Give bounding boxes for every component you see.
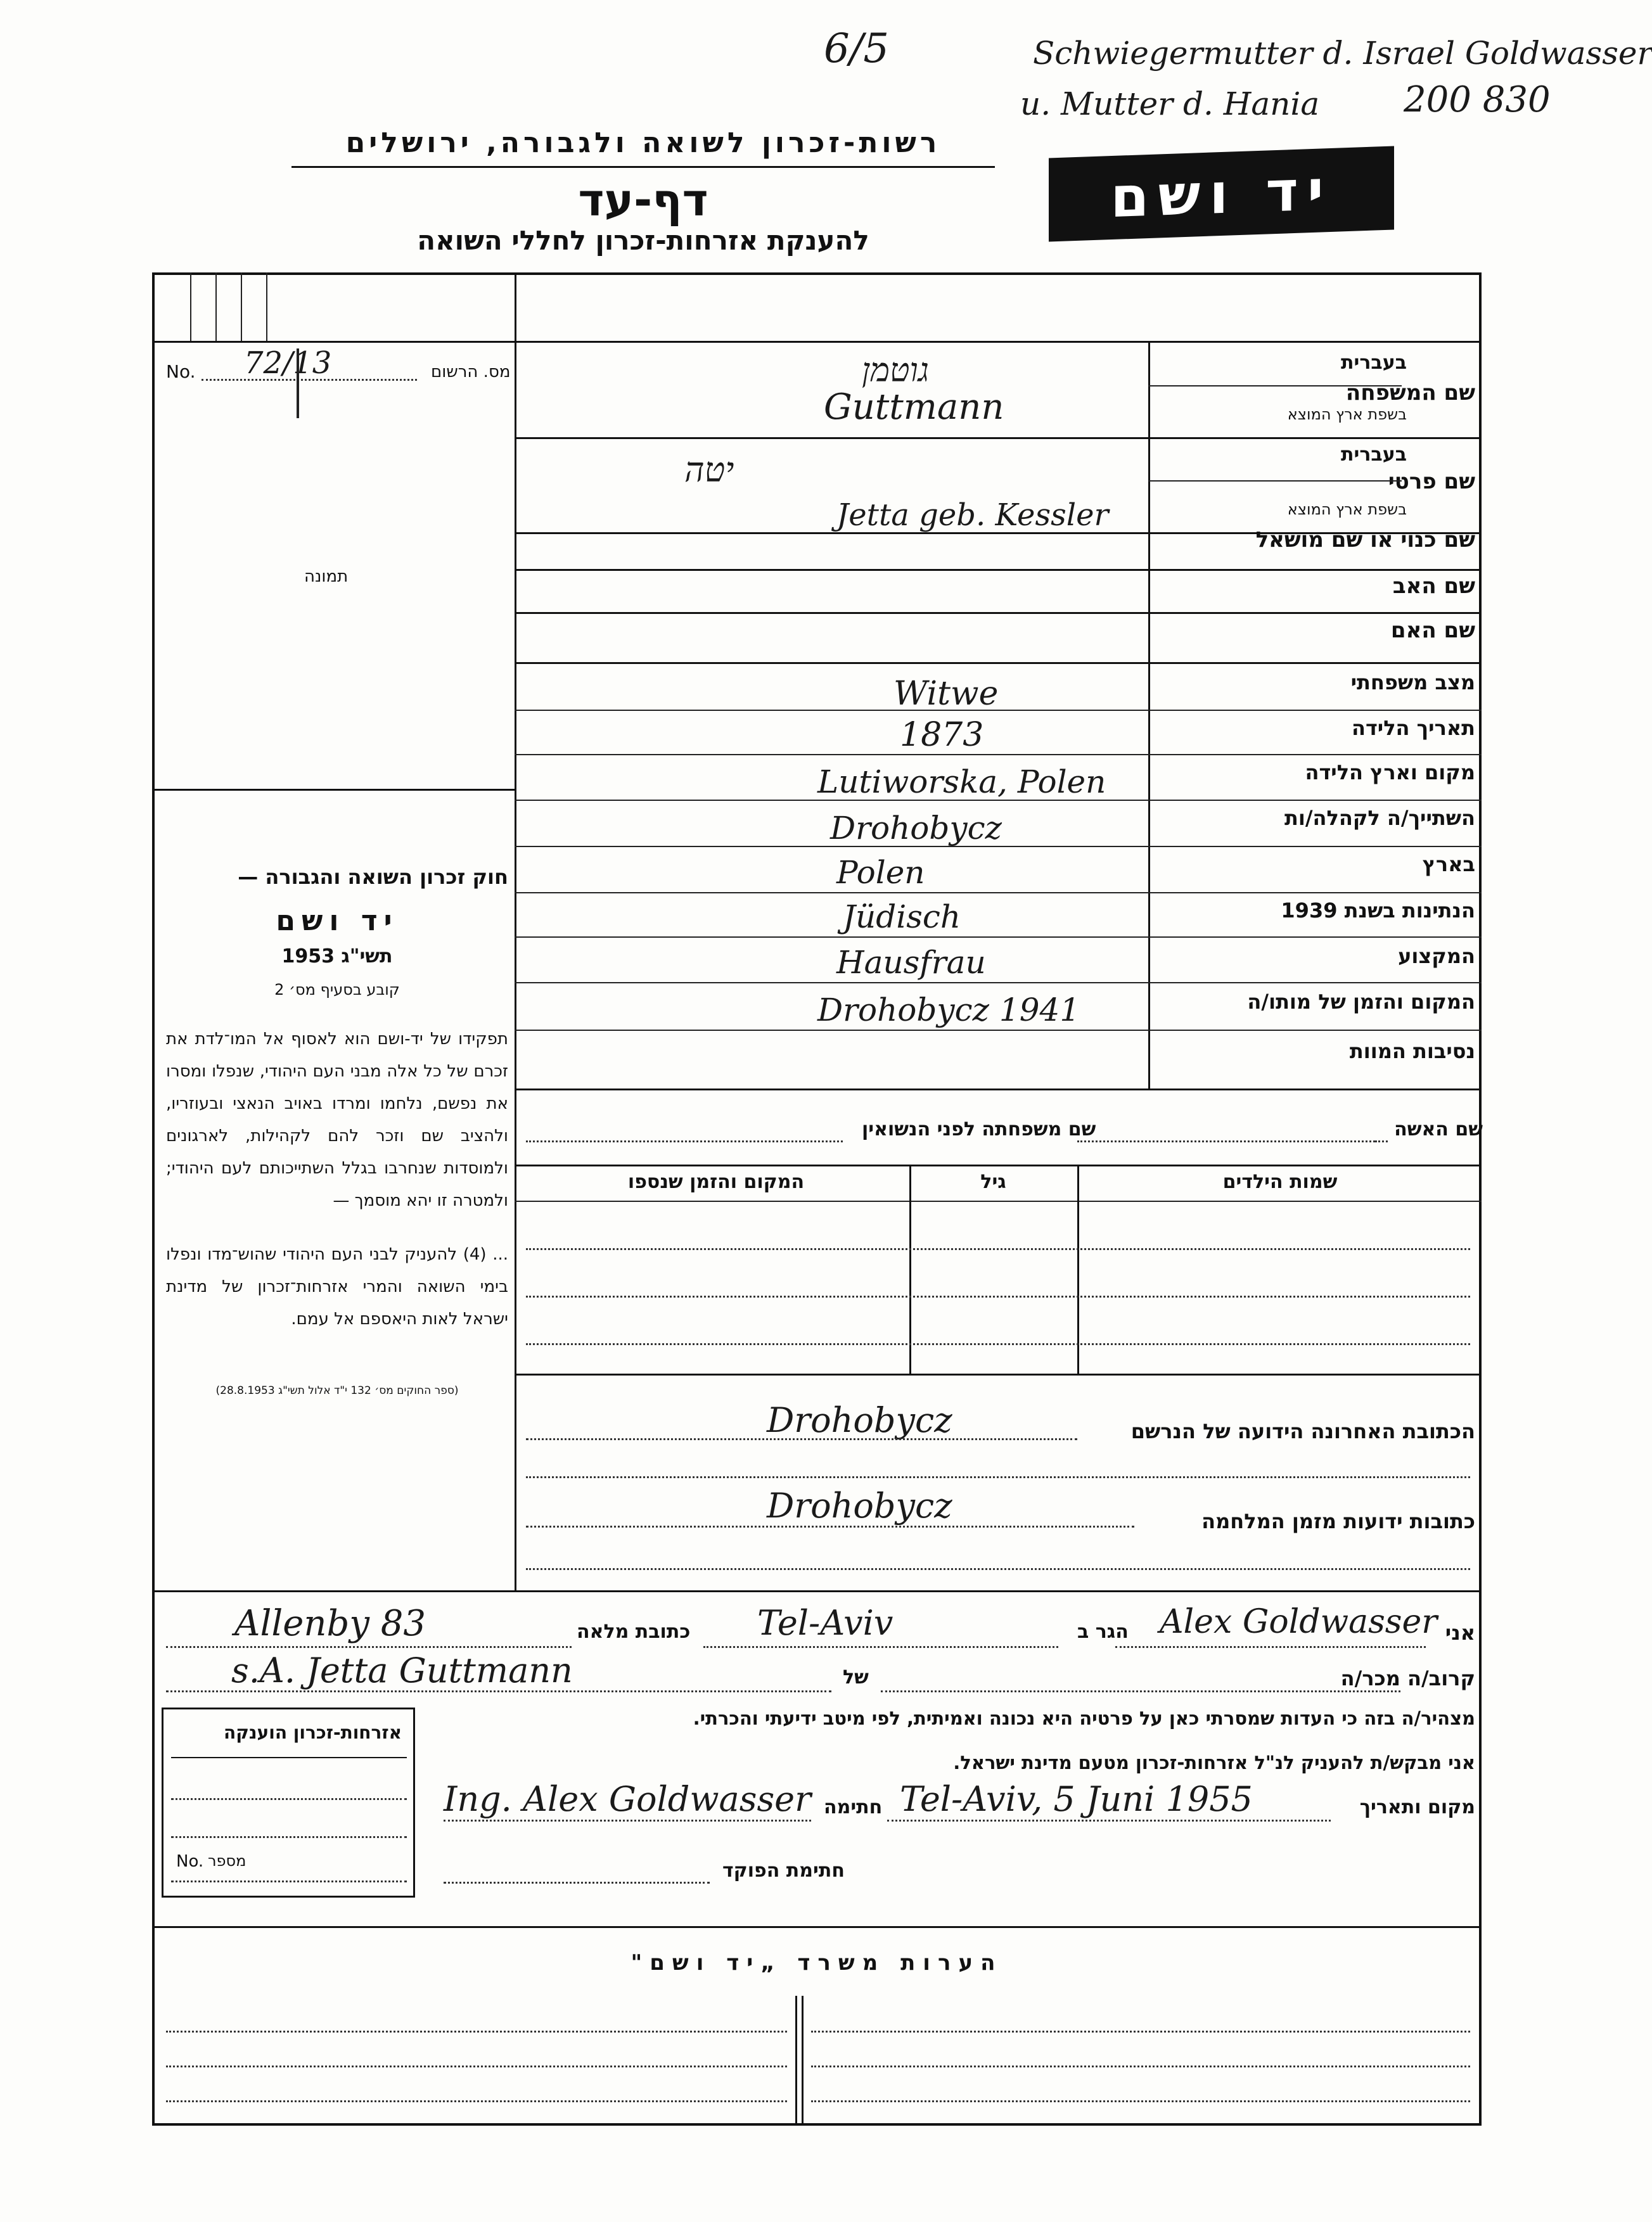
marital-value: Witwe xyxy=(893,675,999,713)
sub-rule xyxy=(1148,480,1402,482)
community-value: Drohobycz xyxy=(830,810,1002,846)
signature-value: Ing. Alex Goldwasser xyxy=(444,1779,811,1819)
place-date-dots xyxy=(887,1820,1331,1822)
page-mark: 6/5 xyxy=(824,25,889,72)
row-rule xyxy=(515,892,1482,893)
witness-name: Alex Goldwasser xyxy=(1160,1603,1438,1641)
logo-text: יד ושם xyxy=(1110,156,1333,231)
place-time-col-header: המקום והזמן שנספו xyxy=(627,1171,805,1193)
row-rule xyxy=(515,710,1482,711)
row-rule xyxy=(515,612,1482,614)
street-value: Allenby 83 xyxy=(234,1603,426,1644)
city-value: Tel-Aviv xyxy=(757,1603,893,1643)
form-title: דף-עד xyxy=(578,174,708,226)
first-name-hebrew-value: יטה xyxy=(684,450,734,490)
war-address-label: כתובות ידועות מזמן המלחמה xyxy=(1201,1509,1475,1533)
children-top-rule xyxy=(515,1165,1482,1166)
family-name-hebrew-value: גוטמן xyxy=(862,352,929,390)
country-value: Polen xyxy=(836,854,925,891)
citizenship-value: Jüdisch xyxy=(843,898,961,935)
no-value: 72/13 xyxy=(244,345,332,381)
relative-dots xyxy=(166,1690,831,1692)
children-row xyxy=(526,1343,1470,1345)
family-name-label: שם המשפחה xyxy=(1345,380,1475,405)
officer-signature-label: חתימת הפוקד xyxy=(722,1860,845,1882)
record-code: 200 830 xyxy=(1404,79,1551,120)
children-bottom-rule xyxy=(515,1374,1482,1376)
top-note-line-1: Schwiegermutter d. Israel Goldwasser xyxy=(1033,35,1652,72)
notes-line xyxy=(811,2066,1470,2067)
law-text-1: תפקידו של יד-ושם הוא לאסוף אל המו־לדת את זכרם של כל אלה מבני העם היהודי, שנפלו ומסרו את נפשם, נלחמו ומרדו באויב הנאצי ובעוזריו, ולהציב שם וזכר להם לקהילות, לארגונים ולמוסדות שנחרבו בגלל השתייכותם לעם היהודי; ולמטרה זו יהא מוסמך — xyxy=(166,1030,508,1210)
main-divider xyxy=(515,272,516,1590)
notes-divider xyxy=(802,1996,804,2126)
strip-cell xyxy=(190,272,191,341)
address-dots xyxy=(526,1526,1134,1528)
birth-place-value: Lutiworska, Polen xyxy=(817,763,1106,800)
children-col-divider xyxy=(1077,1165,1079,1374)
notes-line xyxy=(166,2031,787,2033)
children-row xyxy=(526,1248,1470,1250)
strip-cell xyxy=(215,272,217,341)
law-name: יד ושם xyxy=(276,905,399,937)
no-label: No. xyxy=(166,361,196,382)
box-rule xyxy=(171,1757,407,1758)
resides-label: הגר ב xyxy=(1077,1621,1129,1643)
citizenship-label: הנתינות בשנת 1939 xyxy=(1281,898,1475,923)
row-rule xyxy=(515,754,1482,755)
top-strip-rule xyxy=(152,341,1482,343)
first-name-label: שם פרטי xyxy=(1388,469,1475,494)
last-address-value: Drohobycz xyxy=(767,1400,952,1440)
box-no-heb: מספר xyxy=(208,1852,247,1870)
country-label: בארץ xyxy=(1422,852,1475,876)
first-name-hebrew-label: בעברית xyxy=(1341,444,1407,466)
form-subtitle: להענקת אזרחות-זכרון לחללי השואה xyxy=(417,225,869,256)
last-address-label: הכתובת האחרונה הידועה של הנרשם xyxy=(1130,1419,1475,1443)
address-dots xyxy=(526,1438,1077,1440)
granted-box xyxy=(162,1708,415,1898)
war-address-value: Drohobycz xyxy=(767,1486,952,1526)
relative-type-dots xyxy=(881,1690,1400,1692)
children-col-divider xyxy=(909,1165,911,1374)
row-rule xyxy=(515,1089,1482,1090)
photo-label: תמונה xyxy=(304,567,349,586)
marital-label: מצב משפחתי xyxy=(1350,670,1475,694)
first-name-native-label: בשפת ארץ המוצא xyxy=(1287,501,1407,518)
notes-title: הערות משרד „יד ושם" xyxy=(631,1950,1003,1976)
granted-box-title: אזרחות-זכרון הוענקה xyxy=(224,1722,402,1743)
box-dots xyxy=(171,1836,407,1838)
box-dots xyxy=(171,1880,407,1882)
notes-line xyxy=(166,2066,787,2067)
signature-dots xyxy=(444,1820,811,1822)
age-col-header: גיל xyxy=(980,1171,1006,1193)
name-dots xyxy=(1115,1646,1426,1648)
address-dots xyxy=(526,1476,1470,1478)
row-rule xyxy=(515,800,1482,801)
authority-underline xyxy=(291,166,995,168)
birth-date-value: 1873 xyxy=(900,716,984,754)
notes-line xyxy=(811,2100,1470,2102)
children-head-rule xyxy=(515,1201,1482,1202)
statement-1: מצהיר/ה בזה כי העדות שמסרתי כאן על פרטיה היא נכונה ואמיתית, לפי מיטב ידיעתי והכרתי. xyxy=(693,1708,1475,1729)
top-note-line-2: u. Mutter d. Hania xyxy=(1020,86,1320,122)
law-ref: (ספר החוקים מס׳ 132 י"ד אלול תשי"ג 28.8.1953) xyxy=(215,1384,459,1397)
row-rule xyxy=(515,846,1482,847)
declaration-top-rule xyxy=(152,1590,1482,1592)
full-address-label: כתובת מלאה xyxy=(577,1621,691,1643)
notes-top-rule xyxy=(152,1926,1482,1928)
sub-rule xyxy=(1148,385,1402,386)
i-label: אני xyxy=(1445,1621,1475,1645)
notes-divider xyxy=(795,1996,797,2126)
family-name-native-value: Guttmann xyxy=(824,386,1004,428)
circumstances-label: נסיבות המוות xyxy=(1349,1039,1475,1063)
row-rule xyxy=(515,662,1482,664)
death-label: המקום והזמן של מותו/ה xyxy=(1247,990,1475,1014)
community-label: השתייך/ה לקהלה/ות xyxy=(1284,806,1475,830)
officer-dots xyxy=(444,1882,710,1884)
label-divider xyxy=(1148,341,1150,1089)
authority-line: רשות-זכרון לשואה ולגבורה, ירושלים xyxy=(345,127,941,159)
death-value: Drohobycz 1941 xyxy=(817,992,1080,1028)
law-title: חוק זכרון השואה והגבורה — xyxy=(238,865,508,889)
reg-no-label: מס. הרשום xyxy=(431,362,511,381)
row-rule xyxy=(515,982,1482,983)
maiden-name-label: שם משפחתה לפני הנשואין xyxy=(862,1118,1096,1140)
mother-label: שם האם xyxy=(1390,618,1475,643)
wife-label: שם האשה xyxy=(1394,1118,1483,1140)
box-no-label: No. xyxy=(176,1852,204,1871)
statement-2: אני מבקש/ת להעניק לנ"ל אזרחות-זכרון מטעם מדינת ישראל. xyxy=(953,1752,1475,1773)
city-dots xyxy=(703,1646,1058,1648)
children-col-header: שמות הילדים xyxy=(1222,1171,1338,1193)
of-label: של xyxy=(843,1666,869,1689)
photo-bottom-rule xyxy=(152,789,516,791)
signature-label: חתימה xyxy=(824,1796,883,1818)
birth-place-label: מקום וארץ הלידה xyxy=(1305,760,1475,784)
father-label: שם האב xyxy=(1392,573,1475,599)
relative-of-value: s.A. Jetta Guttmann xyxy=(231,1651,573,1690)
strip-cell xyxy=(241,272,242,341)
row-rule xyxy=(515,437,1482,439)
family-name-hebrew-label: בעברית xyxy=(1341,352,1407,374)
family-name-native-label: בשפת ארץ המוצא xyxy=(1287,405,1407,423)
wife-name-dots xyxy=(1077,1140,1375,1142)
law-text-2: ... (4) להעניק לבני העם היהודי שהוש־מדו ונפלו בימי השואה והמרי אזרחות־זכרון של מדינת ישראל לאות היאספם אל עמם. xyxy=(166,1245,508,1329)
law-section: קובע בסעיף מס׳ 2 xyxy=(274,981,400,999)
place-date-label: מקום ותאריך xyxy=(1359,1796,1475,1818)
row-rule xyxy=(515,569,1482,571)
no-strike xyxy=(297,348,299,418)
street-dots xyxy=(166,1646,572,1648)
place-date-value: Tel-Aviv, 5 Juni 1955 xyxy=(900,1779,1253,1819)
yad-vashem-logo xyxy=(1049,146,1394,241)
law-year: תשי"ג 1953 xyxy=(281,945,393,967)
row-rule xyxy=(515,936,1482,938)
strip-cell xyxy=(266,272,267,341)
notes-line xyxy=(811,2031,1470,2033)
nickname-label: שם כנוי או שם מושאל xyxy=(1255,527,1475,552)
profession-value: Hausfrau xyxy=(836,944,986,981)
children-row xyxy=(526,1296,1470,1298)
notes-line xyxy=(166,2100,787,2102)
address-dots xyxy=(526,1568,1470,1570)
maiden-dots xyxy=(526,1140,843,1142)
box-dots xyxy=(171,1798,407,1800)
birth-date-label: תאריך הלידה xyxy=(1351,716,1475,740)
wife-dots xyxy=(1375,1140,1388,1142)
profession-label: המקצוע xyxy=(1398,944,1475,968)
first-name-native-value: Jetta geb. Kessler xyxy=(836,497,1109,533)
row-rule xyxy=(515,1030,1482,1031)
relative-label: קרוב/ה מכר/ה xyxy=(1340,1666,1475,1690)
